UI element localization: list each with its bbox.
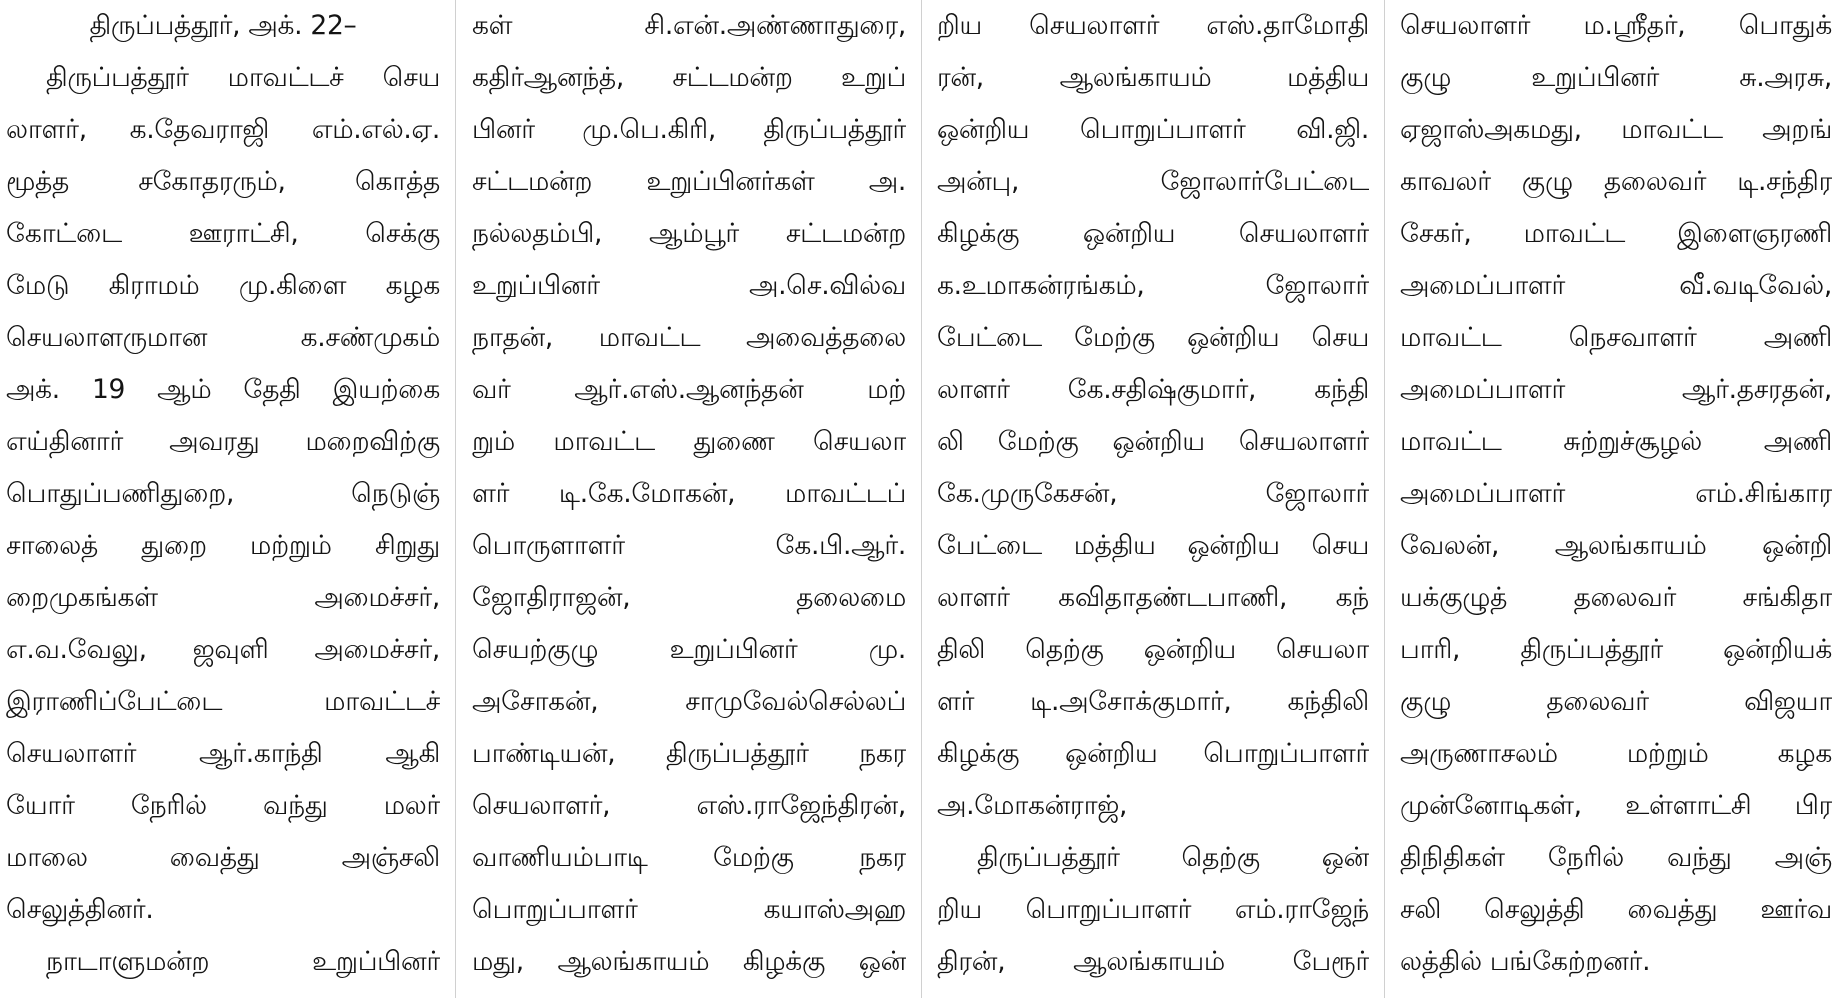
text-line: அருணாசலம் மற்றும் கழக: [1400, 738, 1832, 769]
text-line: எ.வ.வேலு, ஜவுளி அமைச்சர்,: [6, 634, 440, 665]
text-line: அக். 19 ஆம் தேதி இயற்கை: [6, 374, 440, 405]
text-line: செயலாளர் ம.ஸ்ரீதர், பொதுக்: [1400, 10, 1832, 41]
text-line: பினர் மு.பெ.கிரி, திருப்பத்தூர்: [472, 114, 906, 145]
column-divider: [1384, 0, 1385, 998]
text-line: வேலன், ஆலங்காயம் ஒன்றி: [1400, 530, 1832, 561]
column-divider: [455, 0, 456, 998]
article-column-2: [472, 0, 906, 998]
text-line: கள் சி.என்.அண்ணாதுரை,: [472, 10, 906, 41]
text-line: லாளர் கே.சதிஷ்குமார், கந்தி: [937, 374, 1369, 405]
text-line: அன்பு, ஜோலார்பேட்டை: [937, 166, 1369, 197]
text-line: பேட்டை மேற்கு ஒன்றிய செய: [937, 322, 1369, 353]
text-line: றிய பொறுப்பாளர் எம்.ராஜேந்: [937, 894, 1369, 925]
text-line: திருப்பத்தூர் தெற்கு ஒன்: [977, 842, 1369, 873]
text-line: மாவட்ட சுற்றுச்சூழல் அணி: [1400, 426, 1832, 457]
column-divider: [921, 0, 922, 998]
text-line: முன்னோடிகள், உள்ளாட்சி பிர: [1400, 790, 1832, 821]
text-line: பாரி, திருப்பத்தூர் ஒன்றியக்: [1400, 634, 1832, 665]
text-line: பொறுப்பாளர் கயாஸ்அஹ: [472, 894, 906, 925]
text-line: கதிர்ஆனந்த், சட்டமன்ற உறுப்: [472, 62, 906, 93]
text-line: திலி தெற்கு ஒன்றிய செயலா: [937, 634, 1369, 665]
text-line: சலி செலுத்தி வைத்து ஊர்வ: [1400, 894, 1832, 925]
text-line: இராணிப்பேட்டை மாவட்டச்: [6, 686, 440, 717]
text-line: மாவட்ட நெசவாளர் அணி: [1400, 322, 1832, 353]
text-line: க.உமாகன்ரங்கம், ஜோலார்: [937, 270, 1369, 301]
text-line: கே.முருகேசன், ஜோலார்: [937, 478, 1369, 509]
text-line: லி மேற்கு ஒன்றிய செயலாளர்: [937, 426, 1369, 457]
text-line: அமைப்பாளர் எம்.சிங்கார: [1400, 478, 1832, 509]
text-line: ளர் டி.அசோக்குமார், கந்திலி: [937, 686, 1369, 717]
text-line: செயலாளருமான க.சண்முகம்: [6, 322, 440, 353]
text-line: ரன், ஆலங்காயம் மத்திய: [937, 62, 1369, 93]
text-line: மேடு கிராமம் மு.கிளை கழக: [6, 270, 440, 301]
text-line: செயற்குழு உறுப்பினர் மு.: [472, 634, 906, 665]
text-line: நல்லதம்பி, ஆம்பூர் சட்டமன்ற: [472, 218, 906, 249]
text-line: றும் மாவட்ட துணை செயலா: [472, 426, 906, 457]
text-line: லாளர், க.தேவராஜி எம்.எல்.ஏ.: [6, 114, 440, 145]
text-line: காவலர் குழு தலைவர் டி.சந்திர: [1400, 166, 1832, 197]
text-line: அமைப்பாளர் ஆர்.தசரதன்,: [1400, 374, 1832, 405]
text-line: ஜோதிராஜன், தலைமை: [472, 582, 906, 613]
text-line: யக்குழுத் தலைவர் சங்கிதா: [1400, 582, 1832, 613]
article-column-3: [937, 0, 1369, 998]
text-line: குழு உறுப்பினர் சு.அரசு,: [1400, 62, 1832, 93]
text-line: அ.மோகன்ராஜ்,: [937, 790, 1128, 821]
text-line: மது, ஆலங்காயம் கிழக்கு ஒன்: [472, 946, 906, 977]
text-line: அசோகன், சாமுவேல்செல்லப்: [472, 686, 906, 717]
text-line: ஏஜாஸ்அகமது, மாவட்ட அறங்: [1400, 114, 1832, 145]
text-line: குழு தலைவர் விஜயா: [1400, 686, 1832, 717]
text-line: லத்தில் பங்கேற்றனர்.: [1400, 946, 1651, 977]
text-line: கோட்டை ஊராட்சி, செக்கு: [6, 218, 440, 249]
dateline: திருப்பத்தூர், அக். 22–: [89, 10, 357, 41]
text-line: சேகர், மாவட்ட இளைஞரணி: [1400, 218, 1832, 249]
text-line: பாண்டியன், திருப்பத்தூர் நகர: [472, 738, 906, 769]
text-line: திநிதிகள் நேரில் வந்து அஞ்: [1400, 842, 1832, 873]
text-line: சாலைத் துறை மற்றும் சிறுது: [6, 530, 440, 561]
text-line: திரன், ஆலங்காயம் பேரூர்: [937, 946, 1369, 977]
text-line: சட்டமன்ற உறுப்பினர்கள் அ.: [472, 166, 906, 197]
text-line: மாலை வைத்து அஞ்சலி: [6, 842, 440, 873]
text-line: உறுப்பினர் அ.செ.வில்வ: [472, 270, 906, 301]
text-line: மூத்த சகோதரரும், கொத்த: [6, 166, 440, 197]
text-line: வாணியம்பாடி மேற்கு நகர: [472, 842, 906, 873]
text-line: ஒன்றிய பொறுப்பாளர் வி.ஜி.: [937, 114, 1369, 145]
text-line: றிய செயலாளர் எஸ்.தாமோதி: [937, 10, 1369, 41]
text-line: லாளர் கவிதாதண்டபாணி, கந்: [937, 582, 1369, 613]
text-line: பொருளாளர் கே.பி.ஆர்.: [472, 530, 906, 561]
text-line: நாதன், மாவட்ட அவைத்தலை: [472, 322, 906, 353]
text-line: திருப்பத்தூர் மாவட்டச் செய: [46, 62, 440, 93]
text-line: செலுத்தினர்.: [6, 894, 154, 925]
text-line: செயலாளர், எஸ்.ராஜேந்திரன்,: [472, 790, 906, 821]
text-line: யோர் நேரில் வந்து மலர்: [6, 790, 440, 821]
text-line: ளர் டி.கே.மோகன், மாவட்டப்: [472, 478, 906, 509]
text-line: பேட்டை மத்திய ஒன்றிய செய: [937, 530, 1369, 561]
text-line: கிழக்கு ஒன்றிய பொறுப்பாளர்: [937, 738, 1369, 769]
text-line: அமைப்பாளர் வீ.வடிவேல்,: [1400, 270, 1832, 301]
text-line: செயலாளர் ஆர்.காந்தி ஆகி: [6, 738, 440, 769]
text-line: றைமுகங்கள் அமைச்சர்,: [6, 582, 440, 613]
article-column-4: [1400, 0, 1832, 998]
text-line: பொதுப்பணிதுறை, நெடுஞ்: [6, 478, 440, 509]
article-column-1: [6, 0, 440, 998]
text-line: கிழக்கு ஒன்றிய செயலாளர்: [937, 218, 1369, 249]
text-line: வர் ஆர்.எஸ்.ஆனந்தன் மற்: [472, 374, 906, 405]
text-line: எய்தினார் அவரது மறைவிற்கு: [6, 426, 440, 457]
text-line: நாடாளுமன்ற உறுப்பினர்: [46, 946, 440, 977]
